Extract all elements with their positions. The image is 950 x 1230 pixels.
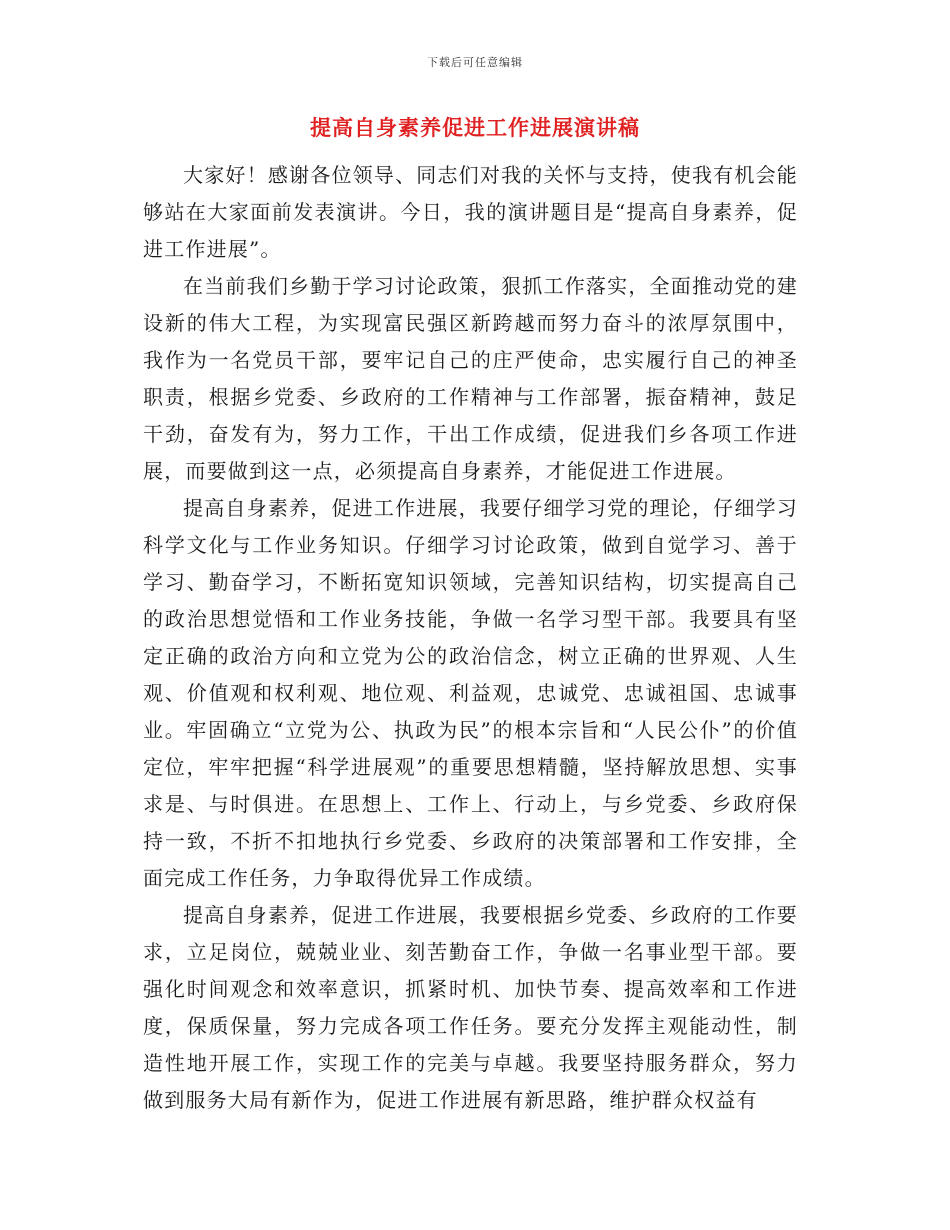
paragraph-context: 在当前我们乡勤于学习讨论政策，狠抓工作落实，全面推动党的建设新的伟大工程，为实现富民强区新跨越而努力奋斗的浓厚氛围中，我作为一名党员干部，要牢记自己的庄严使命，忠实履行自己的神圣职责，根据乡党委、乡政府的工作精神与工作部署，振奋精神，鼓足干劲，奋发有为，努力工作，干出工作成绩，促进我们乡各项工作进展，而要做到这一点，必须提高自身素养，才能促进工作进展。 bbox=[143, 274, 798, 483]
page-header-note: 下载后可任意编辑 bbox=[427, 56, 523, 69]
document-title: 提高自身素养促进工作进展演讲稿 bbox=[310, 115, 640, 140]
paragraph-learning: 提高自身素养，促进工作进展，我要仔细学习党的理论，仔细学习科学文化与工作业务知识。仔细学习讨论政策，做到自觉学习、善于学习、勤奋学习，不断拓宽知识领域，完善知识结构，切实提高自己的政治思想觉悟和工作业务技能，争做一名学习型干部。我要具有坚定正确的政治方向和立党为公的政治信念，树立正确的世界观、人生观、价值观和权利观、地位观、利益观，忠诚党、忠诚祖国、忠诚事业。牢固确立“立党为公、执政为民”的根本宗旨和“人民公仆”的价值定位，牢牢把握“科学进展观”的重要思想精髓，坚持解放思想、实事求是、与时俱进。在思想上、工作上、行动上，与乡党委、乡政府保持一致，不折不扣地执行乡党委、乡政府的决策部署和工作安排，全面完成工作任务，力争取得优异工作成绩。 bbox=[143, 496, 798, 890]
document-body bbox=[143, 157, 798, 1119]
paragraph-greeting: 大家好！感谢各位领导、同志们对我的关怀与支持，使我有机会能够站在大家面前发表演讲。今日，我的演讲题目是“提高自身素养，促进工作进展”。 bbox=[143, 163, 798, 261]
paragraph-work: 提高自身素养，促进工作进展，我要根据乡党委、乡政府的工作要求，立足岗位，兢兢业业、刻苦勤奋工作，争做一名事业型干部。要强化时间观念和效率意识，抓紧时机、加快节奏、提高效率和工作进度，保质保量，努力完成各项工作任务。要充分发挥主观能动性，制造性地开展工作，实现工作的完美与卓越。我要坚持服务群众，努力做到服务大局有新作为，促进工作进展有新思路，维护群众权益有 bbox=[143, 903, 798, 1112]
